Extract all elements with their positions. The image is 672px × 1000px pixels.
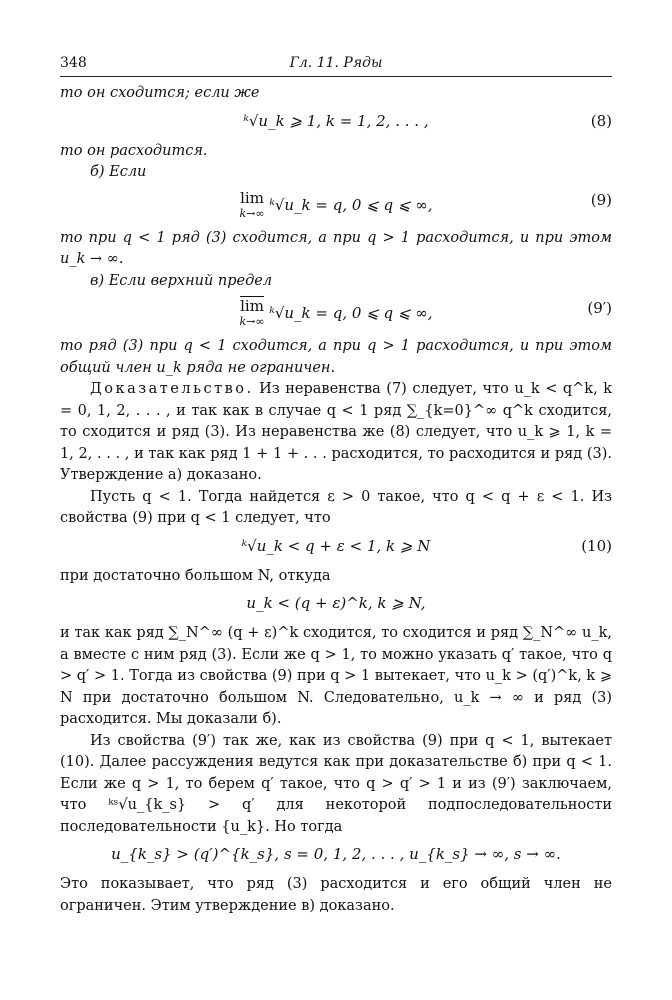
equation-10 bbox=[60, 530, 612, 566]
equation-row bbox=[60, 188, 612, 221]
equation-body: ᵏ√u_k = q, 0 ⩽ q ⩽ ∞, bbox=[269, 195, 433, 214]
text-paragraph: Это показывает, что ряд (3) расходится и его общий член не ограничен. Этим утверждение в) доказано. bbox=[60, 876, 612, 914]
proof-word: Доказательство. bbox=[90, 381, 254, 397]
page-number: 348 bbox=[60, 55, 87, 71]
text-line: б) Если bbox=[90, 164, 147, 180]
proof-paragraph: Доказательство. Из неравенства (7) следует, что u_k < q^k, k = 0, 1, 2, . . . , и так как в случае q < 1 ряд ∑_{k=0}^∞ q^k сходится, то сходится и ряд (3). Из неравенства же (8) следует, что u_k ⩾ 1, k = 1, 2, . . . , и так как ряд 1 + 1 + . . . расходится, то расходится и ряд (3). Утверждение а) доказано. bbox=[60, 381, 613, 483]
equation-body: u_k < (q + ε)^k, k ⩾ N, bbox=[246, 594, 426, 612]
text-paragraph: Пусть q < 1. Тогда найдется ε > 0 такое, что q < q + ε < 1. Из свойства (9) при q < 1 следует, что bbox=[60, 488, 612, 526]
equation-11 bbox=[60, 587, 612, 623]
equation-number: (10) bbox=[581, 536, 612, 555]
text-paragraph: и так как ряд ∑_N^∞ (q + ε)^k сходится, то сходится и ряд ∑_N^∞ u_k, а вместе с ним ряд (3). Если же q > 1, то можно указать q′ такое, что q > q′ > 1. Тогда из свойства (9) при q > 1 вытекает, что u_k > (q′)^k, k ⩾ N при достаточно большом N. Следовательно, u_k → ∞ и ряд (3) расходится. Мы доказали б). bbox=[60, 625, 612, 727]
equation-body: ᵏ√u_k = q, 0 ⩽ q ⩽ ∞, bbox=[269, 304, 433, 322]
text-paragraph: то ряд (3) при q < 1 сходится, а при q > 1 расходится, и при этом общий член u_k ряда не ограничен. bbox=[60, 338, 612, 376]
equation-body: ᵏ√u_k ⩾ 1, k = 1, 2, . . . , bbox=[243, 111, 429, 130]
limit-operator: lim k→∞ bbox=[239, 188, 265, 220]
text-paragraph: Из свойства (9′) так же, как из свойства (9) при q < 1, вытекает (10). Далее рассуждения ведутся как при доказательстве б) при q < 1. Если же q > 1, то берем q′ такое, что q > q′ > 1 и из (9′) заключаем, что ᵏˢ√u_{k_s} > q′ для некоторой подпоследовательности последовательности {u_k}. Но тогда bbox=[60, 732, 612, 835]
equation-number: (8) bbox=[590, 111, 612, 130]
equation-row bbox=[60, 299, 612, 329]
equation-9-prime bbox=[60, 292, 612, 336]
equation-number: (9) bbox=[590, 190, 612, 209]
text-line: в) Если верхний предел bbox=[90, 272, 273, 289]
book-page bbox=[60, 52, 612, 917]
equation-12 bbox=[60, 838, 612, 874]
running-title: Гл. 11. Ряды bbox=[289, 55, 383, 71]
text-line: то он расходится. bbox=[60, 142, 208, 159]
equation-number: (9′) bbox=[587, 299, 612, 317]
text-line: при достаточно большом N, откуда bbox=[60, 567, 331, 584]
upper-limit-operator: $\overline{lim}$ k→∞ bbox=[239, 297, 265, 328]
text-line: то он сходится; если же bbox=[60, 85, 260, 101]
page-header bbox=[60, 52, 612, 77]
equation-body: u_{k_s} > (q′)^{k_s}, s = 0, 1, 2, . . . , u_{k_s} → ∞, s → ∞. bbox=[111, 845, 561, 863]
equation-body: ᵏ√u_k < q + ε < 1, k ⩾ N bbox=[241, 536, 431, 555]
equation-8 bbox=[60, 105, 612, 141]
equation-9 bbox=[60, 184, 612, 228]
text-paragraph: то при q < 1 ряд (3) сходится, а при q > 1 расходится, и при этом u_k → ∞. bbox=[60, 229, 612, 267]
